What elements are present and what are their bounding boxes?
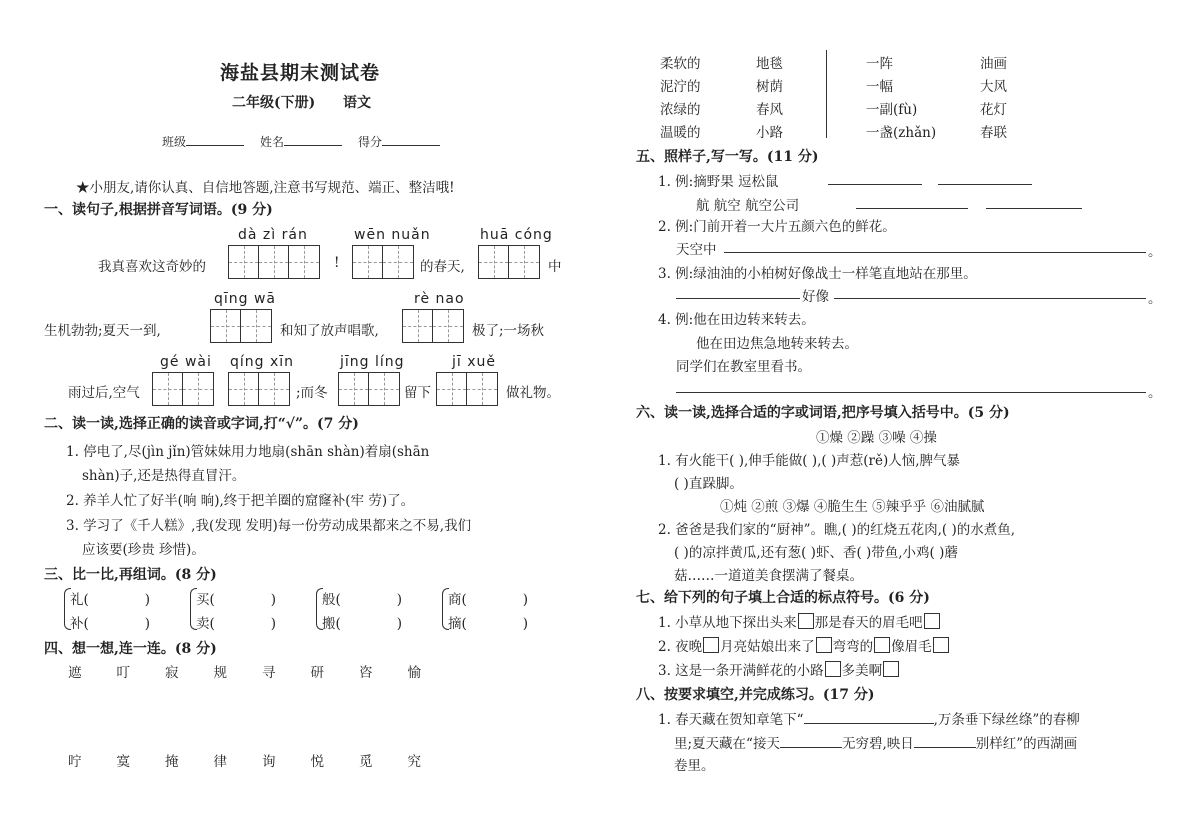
write-grid-huacong[interactable]	[478, 245, 540, 279]
word-char: 卖(	[196, 616, 215, 632]
s2-q3-cont: 应该要(珍贵 珍惜)。	[82, 542, 205, 558]
match-char[interactable]: 研	[310, 665, 324, 681]
s7-q3	[658, 659, 900, 679]
section-5-heading: 五、照样子,写一写。(11 分)	[636, 149, 819, 165]
class-label: 班级	[162, 135, 187, 149]
s7-q2-b: 月亮姑娘出来了	[720, 639, 815, 655]
class-field[interactable]	[162, 131, 244, 150]
match-char[interactable]: 寂	[165, 665, 179, 681]
s7-q1	[658, 611, 941, 631]
match-char[interactable]: 规	[213, 665, 227, 681]
column-divider	[826, 50, 827, 138]
s5-example-4c: 同学们在教室里看书。	[676, 359, 811, 375]
word-char: 搬(	[322, 616, 341, 632]
match-word[interactable]: 树荫	[756, 79, 783, 95]
write-grid-renao[interactable]	[402, 309, 464, 343]
s5-example-2b: 天空中	[676, 242, 717, 258]
match-word[interactable]: 泥泞的	[660, 79, 701, 95]
word-char: 般(	[322, 592, 341, 608]
punctuation-box[interactable]	[924, 613, 940, 629]
period: 。	[1148, 385, 1162, 401]
subject-label: 语文	[343, 95, 371, 111]
write-grid-qingxin[interactable]	[228, 372, 290, 406]
s8-q1	[658, 708, 1080, 728]
s7-q1-a: 1. 小草从地下探出头来	[658, 615, 797, 631]
match-word[interactable]: 浓绿的	[660, 102, 701, 118]
s5-example-2: 2. 例:门前开着一大片五颜六色的鲜花。	[658, 219, 896, 235]
match-char[interactable]: 觅	[359, 754, 373, 770]
match-char[interactable]: 咨	[359, 665, 373, 681]
punctuation-box[interactable]	[883, 661, 899, 677]
answer-line[interactable]	[724, 252, 1146, 253]
page-title: 海盐县期末测试卷	[220, 62, 381, 84]
s1-text-1a: 我真喜欢这奇妙的	[98, 259, 206, 275]
s6-q2[interactable]: 2. 爸爸是我们家的“厨神”。瞧,( )的红烧五花肉,( )的水煮鱼,	[658, 522, 1015, 538]
word-form-item[interactable]	[70, 588, 150, 608]
punctuation-box[interactable]	[933, 637, 949, 653]
close-paren: )	[396, 616, 403, 632]
section-3-heading: 三、比一比,再组词。(8 分)	[44, 567, 217, 583]
match-char[interactable]: 询	[262, 754, 276, 770]
section-6-heading: 六、读一读,选择合适的字或词语,把序号填入括号中。(5 分)	[636, 405, 1010, 421]
answer-blank[interactable]	[780, 733, 842, 748]
match-word[interactable]: 温暖的	[660, 125, 701, 141]
word-char: 商(	[448, 592, 467, 608]
match-word[interactable]: 小路	[756, 125, 783, 141]
punctuation-box[interactable]	[825, 661, 841, 677]
intro-text: ★小朋友,请你认真、自信地答题,注意书写规范、端正、整洁哦!	[76, 180, 455, 196]
word-form-item[interactable]	[322, 588, 402, 608]
close-paren: )	[144, 616, 151, 632]
match-word[interactable]: 春联	[980, 125, 1007, 141]
s1-text-2c: 极了;一场秋	[472, 323, 545, 339]
close-paren: )	[270, 592, 277, 608]
s6-q2-end: 菇……一道道美食摆满了餐桌。	[674, 568, 863, 584]
match-word[interactable]: 一盏(zhǎn)	[866, 125, 937, 141]
match-char[interactable]: 悦	[310, 754, 324, 770]
punctuation-box[interactable]	[874, 637, 890, 653]
s1-text-3c: 留下	[404, 385, 431, 401]
s5-example-4b: 他在田边焦急地转来转去。	[696, 336, 858, 352]
s5-example-4: 4. 例:他在田边转来转去。	[658, 312, 815, 328]
word-form-item[interactable]	[448, 612, 528, 632]
s8-q1-end: 卷里。	[674, 758, 715, 774]
match-word[interactable]: 一阵	[866, 56, 893, 72]
word-char: 补(	[70, 616, 89, 632]
s2-q1[interactable]: 1. 停电了,尽(jìn jǐn)管妹妹用力地扇(shān shàn)着扇(shān	[66, 444, 430, 460]
write-grid-wennuan[interactable]	[352, 245, 414, 279]
close-paren: )	[396, 592, 403, 608]
punctuation-box[interactable]	[703, 637, 719, 653]
match-char[interactable]: 律	[213, 754, 227, 770]
period: 。	[1148, 244, 1162, 260]
match-word[interactable]: 地毯	[756, 56, 783, 72]
close-paren: )	[270, 616, 277, 632]
pinyin-da-zi-ran: dà zì rán	[238, 227, 308, 243]
s1-text-1c: 的春天,	[420, 259, 465, 275]
s2-q2[interactable]: 2. 养羊人忙了好半(响 晌),终于把羊圈的窟窿补(牢 劳)了。	[66, 493, 415, 509]
match-char[interactable]: 愉	[407, 665, 421, 681]
word-form-item[interactable]	[322, 612, 402, 632]
answer-blank[interactable]	[914, 733, 976, 748]
close-paren: )	[522, 616, 529, 632]
answer-line[interactable]	[676, 298, 800, 299]
s2-q3[interactable]: 3. 学习了《千人糕》,我(发现 发明)每一份劳动成果都来之不易,我们	[66, 518, 472, 534]
s1-text-2a: 生机勃勃;夏天一到,	[44, 323, 161, 339]
s7-q3-b: 多美啊	[841, 663, 883, 679]
word-char: 摘(	[448, 616, 467, 632]
answer-line[interactable]	[986, 208, 1082, 209]
match-word[interactable]: 花灯	[980, 102, 1007, 118]
s1-text-3b: ;而冬	[296, 385, 328, 401]
match-word[interactable]: 柔软的	[660, 56, 701, 72]
grade-label: 二年级(下册)	[232, 95, 316, 111]
s5-example-1: 1. 例:摘野果 逗松鼠	[658, 174, 779, 190]
match-char[interactable]: 寞	[116, 754, 130, 770]
write-grid-jingling[interactable]	[338, 372, 400, 406]
word-char: 买(	[196, 592, 215, 608]
pinyin-ge-wai: gé wài	[160, 354, 212, 370]
s8-q1-b: ,万条垂下绿丝绦”的春柳	[933, 712, 1080, 728]
s6-options-2: ①炖 ②煎 ③爆 ④脆生生 ⑤辣乎乎 ⑥油腻腻	[720, 499, 985, 515]
word-form-item[interactable]	[448, 588, 528, 608]
punctuation-box[interactable]	[798, 613, 814, 629]
s6-q1[interactable]: 1. 有火能干( ),伸手能做( ),( )声惹(rě)人恼,脾气暴	[658, 453, 960, 469]
s6-options-1: ①燥 ②躁 ③噪 ④操	[816, 430, 937, 446]
match-char[interactable]: 掩	[165, 754, 179, 770]
section-7-heading: 七、给下列的句子填上合适的标点符号。(6 分)	[636, 590, 930, 606]
pinyin-qing-xin: qíng xīn	[230, 354, 295, 370]
section-2-heading: 二、读一读,选择正确的读音或字词,打“√”。(7 分)	[44, 416, 359, 432]
match-char[interactable]: 寻	[262, 665, 276, 681]
score-field[interactable]	[358, 131, 440, 150]
pinyin-jing-ling: jīng líng	[340, 354, 405, 370]
s5-example-3b: 好像	[802, 289, 829, 305]
word-form-item[interactable]	[196, 612, 276, 632]
punctuation-box[interactable]	[816, 637, 832, 653]
write-grid-qingwa[interactable]	[210, 309, 272, 343]
s7-q1-b: 那是春天的眉毛吧	[814, 615, 923, 631]
pinyin-ji-xue: jī xuě	[452, 354, 497, 370]
s7-q2-d: 像眉毛	[891, 639, 932, 655]
match-char[interactable]: 叮	[116, 665, 130, 681]
s1-text-3a: 雨过后,空气	[68, 385, 140, 401]
s7-q2-a: 2. 夜晚	[658, 639, 703, 655]
s6-q2-cont[interactable]: ( )的凉拌黄瓜,还有葱( )虾、香( )带鱼,小鸡( )蘑	[674, 545, 958, 561]
close-paren: )	[522, 592, 529, 608]
answer-line[interactable]	[834, 298, 1146, 299]
answer-line[interactable]	[828, 184, 922, 185]
pinyin-qing-wa: qīng wā	[214, 291, 277, 307]
s1-text-2b: 和知了放声唱歌,	[280, 323, 379, 339]
s8-q1-e: 别样红”的西湖画	[975, 736, 1078, 752]
s8-q1-d: 无穷碧,映日	[841, 736, 914, 752]
s2-q1-cont: shàn)子,还是热得直冒汗。	[82, 468, 246, 484]
answer-blank[interactable]	[804, 709, 934, 724]
write-grid-dazairan[interactable]	[228, 245, 320, 279]
word-form-item[interactable]	[196, 588, 276, 608]
s1-text-1d: 中	[548, 259, 562, 275]
s1-text-1b: !	[334, 255, 340, 271]
s6-q1-cont[interactable]: ( )直跺脚。	[674, 476, 743, 492]
close-paren: )	[144, 592, 151, 608]
write-grid-gewai[interactable]	[152, 372, 214, 406]
s8-q1-a: 1. 春天藏在贺知章笔下“	[658, 712, 804, 728]
name-field[interactable]	[260, 131, 342, 150]
match-char[interactable]: 咛	[68, 754, 82, 770]
answer-line[interactable]	[676, 392, 1146, 393]
name-label: 姓名	[260, 135, 285, 149]
s7-q2-c: 弯弯的	[832, 639, 874, 655]
section-1-heading: 一、读句子,根据拼音写词语。(9 分)	[44, 202, 273, 218]
section-8-heading: 八、按要求填空,并完成练习。(17 分)	[636, 687, 875, 703]
match-word[interactable]: 一幅	[866, 79, 893, 95]
score-label: 得分	[358, 135, 383, 149]
word-char: 礼(	[70, 592, 89, 608]
match-word[interactable]: 大风	[980, 79, 1007, 95]
match-word[interactable]: 春风	[756, 102, 783, 118]
s5-example-3: 3. 例:绿油油的小柏树好像战士一样笔直地站在那里。	[658, 266, 977, 282]
match-char[interactable]: 究	[407, 754, 421, 770]
s7-q3-a: 3. 这是一条开满鲜花的小路	[658, 663, 824, 679]
answer-line[interactable]	[938, 184, 1032, 185]
s7-q2	[658, 635, 950, 655]
pinyin-wen-nuan: wēn nuǎn	[354, 227, 431, 243]
s8-q1-cont	[674, 732, 1077, 752]
s1-text-3d: 做礼物。	[506, 385, 560, 401]
word-form-item[interactable]	[70, 612, 150, 632]
match-word[interactable]: 油画	[980, 56, 1007, 72]
s5-example-1b: 航 航空 航空公司	[696, 198, 800, 214]
answer-line[interactable]	[856, 208, 968, 209]
section-4-heading: 四、想一想,连一连。(8 分)	[44, 641, 217, 657]
s8-q1-c: 里;夏天藏在“接天	[674, 736, 780, 752]
write-grid-jixue[interactable]	[436, 372, 498, 406]
match-char[interactable]: 遮	[68, 665, 82, 681]
match-word[interactable]: 一副(fù)	[866, 102, 918, 118]
period: 。	[1148, 291, 1162, 307]
pinyin-re-nao: rè nao	[414, 291, 465, 307]
pinyin-hua-cong: huā cóng	[480, 227, 553, 243]
